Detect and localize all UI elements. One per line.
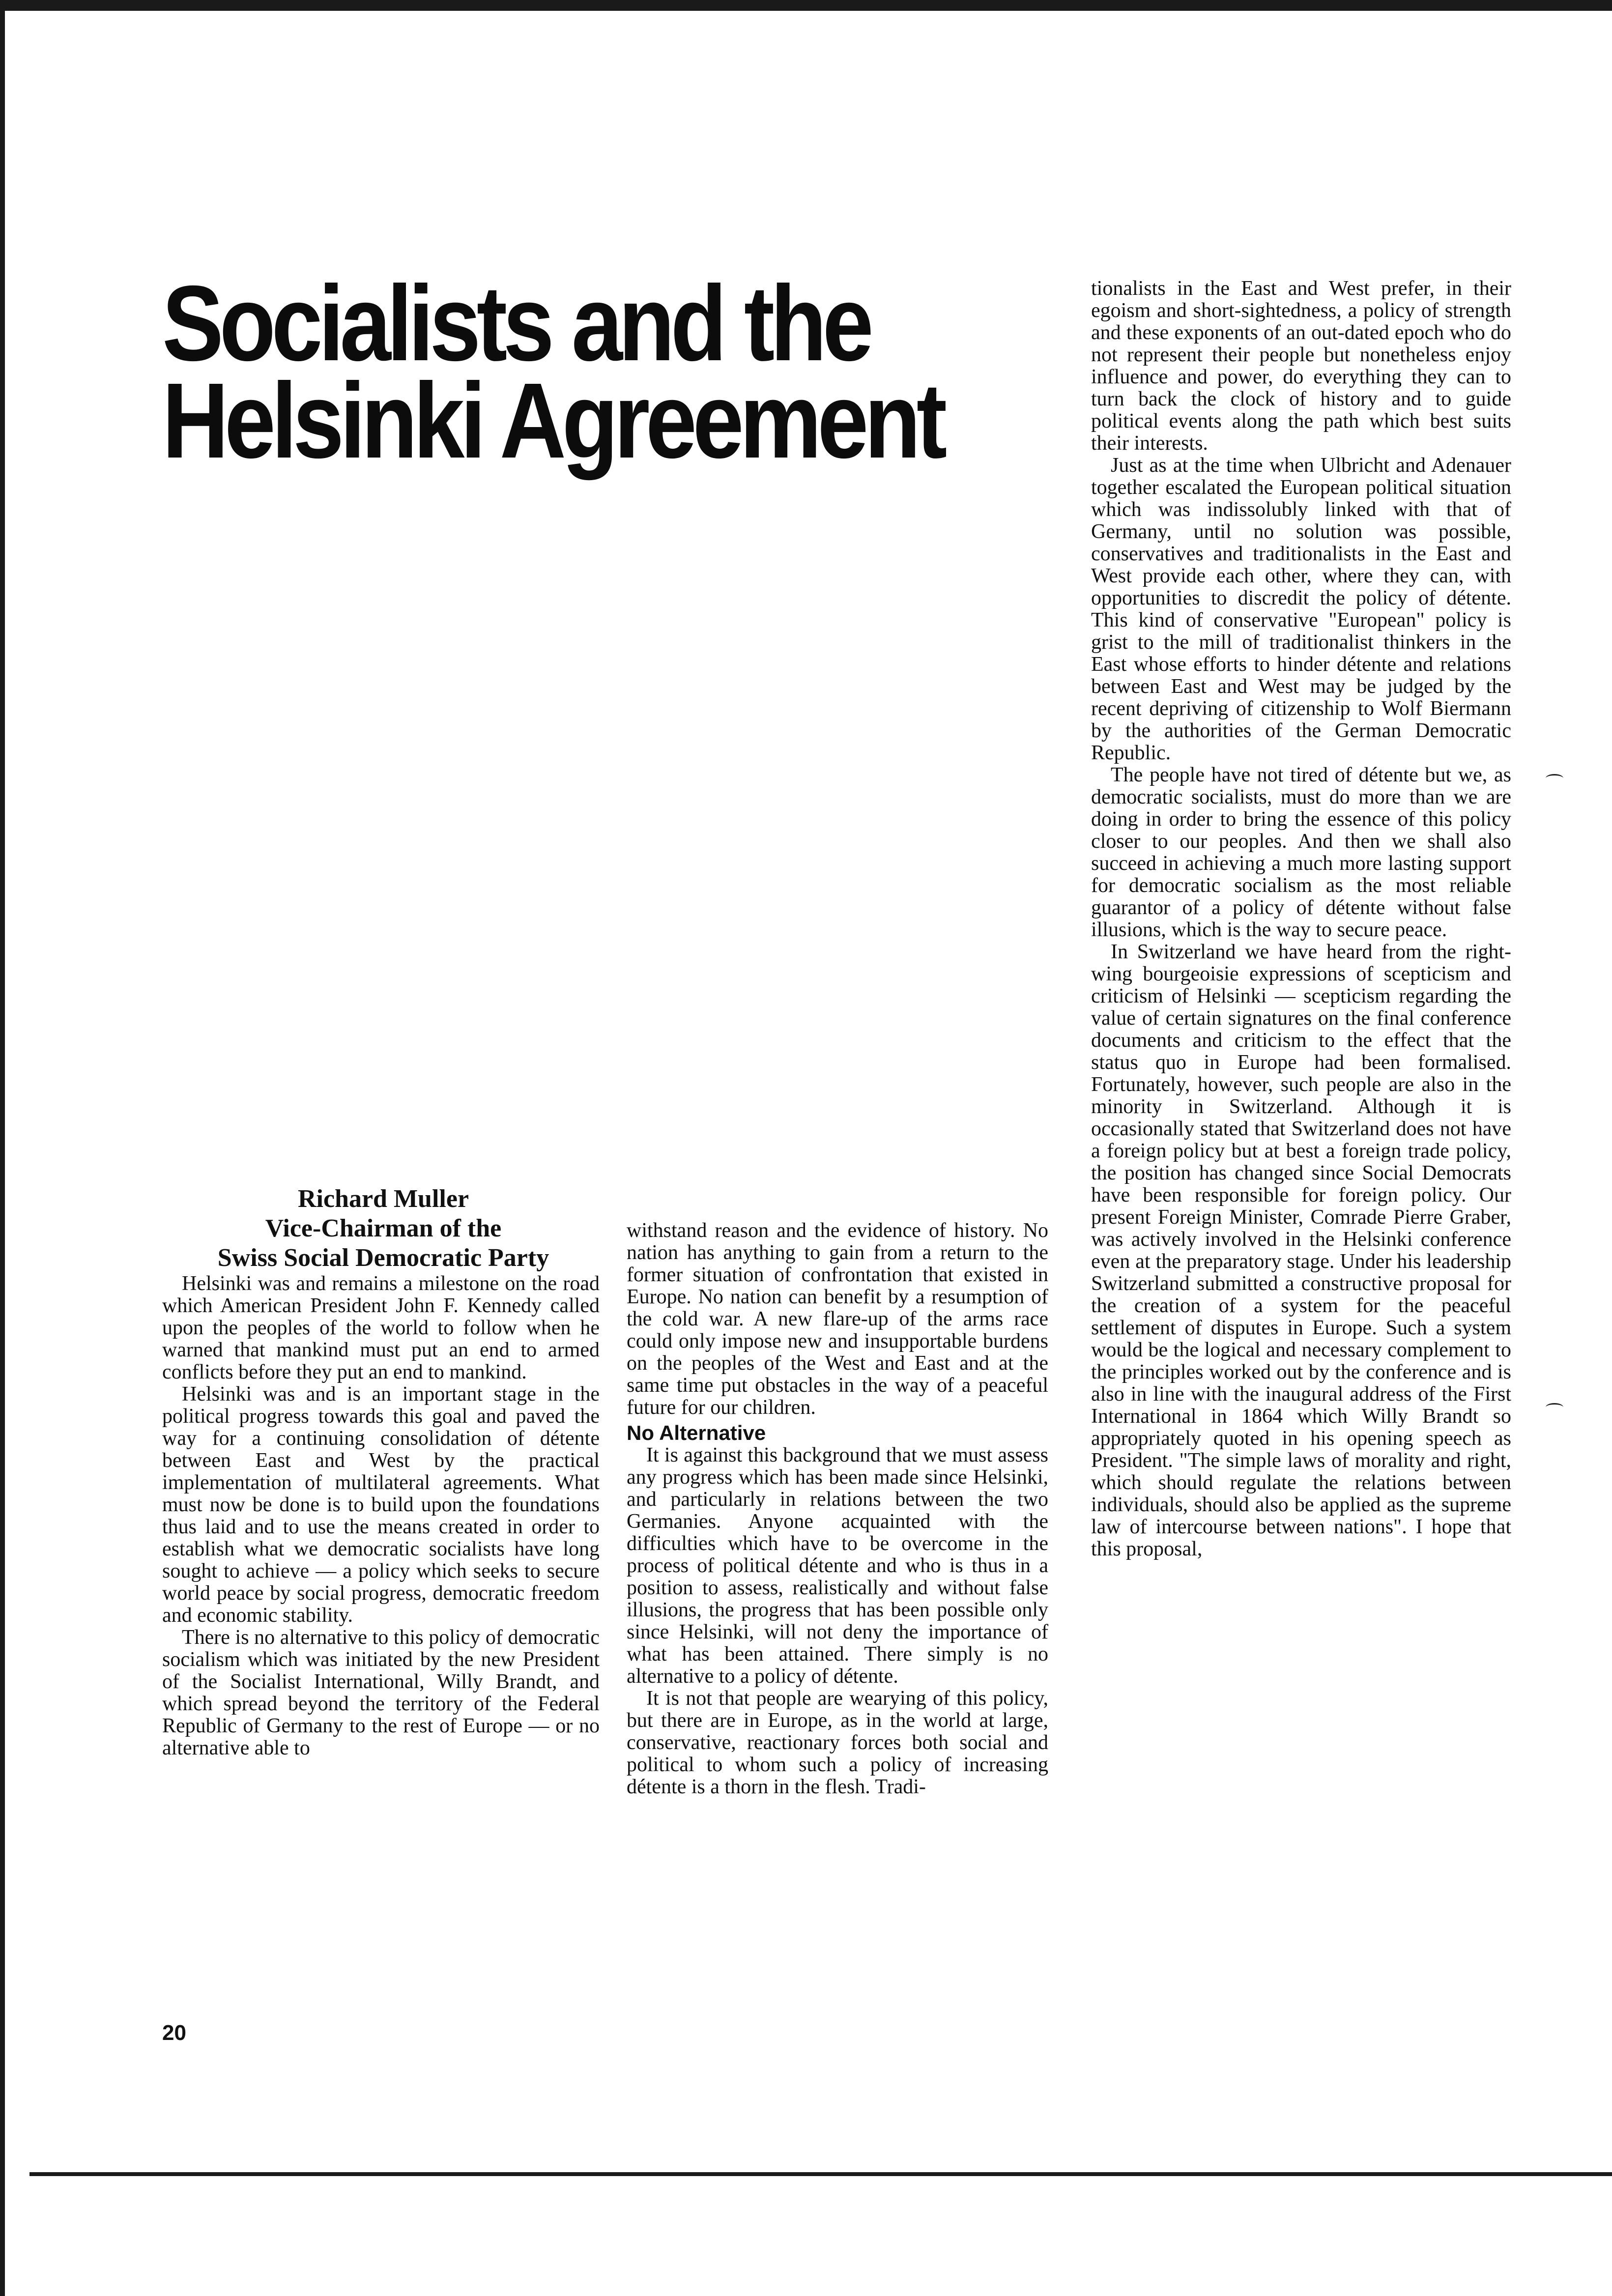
section-subheading: No Alternative xyxy=(627,1421,766,1444)
headline-line-1: Socialists and the xyxy=(162,264,870,383)
margin-mark xyxy=(1546,1403,1563,1411)
text-column-3 xyxy=(1091,278,1511,1560)
paragraph: There is no alternative to this policy of democratic socialism which was initiated by the new President of the Socialist International, Willy Brandt, and which spread beyond the territory of the Federal Republic of Germany to the rest of Europe — or no alternative able to xyxy=(162,1626,600,1759)
headline-line-2: Helsinki Agreement xyxy=(162,361,943,481)
margin-mark xyxy=(1546,774,1563,782)
paragraph: It is not that people are wearying of this policy, but there are in Europe, as in the world at large, conservative, reactionary forces both social and political to whom such a policy of increasing détente is a thorn in the flesh. Tradi- xyxy=(627,1687,1048,1798)
paragraph: tionalists in the East and West prefer, in their egoism and short-sightedness, a policy of strength and these exponents of an out-dated epoch who do not represent their people but nonetheless enjoy influence and power, do everything they can to turn back the clock of history and to guide political events along the path which best suits their interests. xyxy=(1091,277,1511,455)
paragraph: Helsinki was and remains a milestone on the road which American President John F. Kennedy called upon the peoples of the world to follow when he warned that mankind must put an end to armed conflicts before they put an end to mankind. xyxy=(162,1272,600,1383)
author-title: Vice-Chairman of the xyxy=(265,1214,502,1242)
article-headline xyxy=(162,264,943,481)
paragraph: In Switzerland we have heard from the right-wing bourgeoisie expressions of scepticism and criticism of Helsinki — scepticism regarding the value of certain signatures on the final conference documents and criticism to the effect that the status quo in Europe had been formalised. Fortunately, however, such people are also in the minority in Switzerland. Although it is occasionally stated that Switzerland does not have a foreign policy but at best a foreign trade policy, the position has changed since Social Democrats have been responsible for foreign policy. Our present Foreign Minister, Comrade Pierre Graber, was actively involved in the Helsinki conference even at the preparatory stage. Under his leadership Switzerland submitted a constructive proposal for the creation of a system for the peaceful settlement of disputes in Europe. Such a system would be the logical and necessary complement to the principles worked out by the conference and is also in line with the inaugural address of the First International in 1864 which Willy Brandt so appropriately quoted in his opening speech as President. "The simple laws of morality and right, which should regulate the relations between individuals, should also be applied as the supreme law of intercourse between nations". I hope that this proposal, xyxy=(1091,941,1511,1560)
text-column-1 xyxy=(162,1273,600,1759)
paragraph: withstand reason and the evidence of history. No nation has anything to gain from a return to the former situation of confrontation that existed in Europe. No nation can benefit by a resumption of the cold war. A new flare-up of the arms race could only impose new and insupportable burdens on the peoples of the West and East and at the same time put obstacles in the way of a peaceful future for our children. xyxy=(627,1219,1048,1419)
paragraph: It is against this background that we must assess any progress which has been made since Helsinki, and particularly in relations between the two Germanies. Anyone acquainted with the difficulties which have to be overcome in the process of political détente and who is thus in a position to assess, realistically and without false illusions, the progress that has been possible only since Helsinki, will not deny the importance of what has been attained. There simply is no alternative to a policy of détente. xyxy=(627,1444,1048,1688)
page-number: 20 xyxy=(162,2021,186,2045)
author-byline xyxy=(162,1184,604,1273)
paragraph: Helsinki was and is an important stage in the political progress towards this goal and paved the way for a continuing consolidation of détente between East and West by the practical implementation of multilateral agreements. What must now be done is to build upon the foundations thus laid and to use the means created in order to establish what we democratic socialists have long sought to achieve — a policy which seeks to secure world peace by social progress, democratic freedom and economic stability. xyxy=(162,1383,600,1627)
paragraph: The people have not tired of détente but we, as democratic socialists, must do more than we are doing in order to bring the essence of this policy closer to our peoples. And then we shall also succeed in achieving a much more lasting support for democratic socialism as the most reliable guarantor of a policy of détente without false illusions, which is the way to secure peace. xyxy=(1091,764,1511,941)
bottom-border-rule xyxy=(29,2172,1612,2176)
author-name: Richard Muller xyxy=(297,1185,469,1213)
top-border-rule xyxy=(0,0,1612,11)
left-border-rule xyxy=(0,0,5,2296)
author-party: Swiss Social Democratic Party xyxy=(217,1244,549,1272)
paragraph: Just as at the time when Ulbricht and Adenauer together escalated the European political situation which was indissolubly linked with that of Germany, until no solution was possible, conservatives and traditionalists in the East and West provide each other, where they can, with opportunities to discredit the policy of détente. This kind of conservative "European" policy is grist to the mill of traditionalist thinkers in the East whose efforts to hinder détente and relations between East and West may be judged by the recent depriving of citizenship to Wolf Biermann by the authorities of the German Democratic Republic. xyxy=(1091,454,1511,764)
text-column-2 xyxy=(627,1220,1048,1798)
